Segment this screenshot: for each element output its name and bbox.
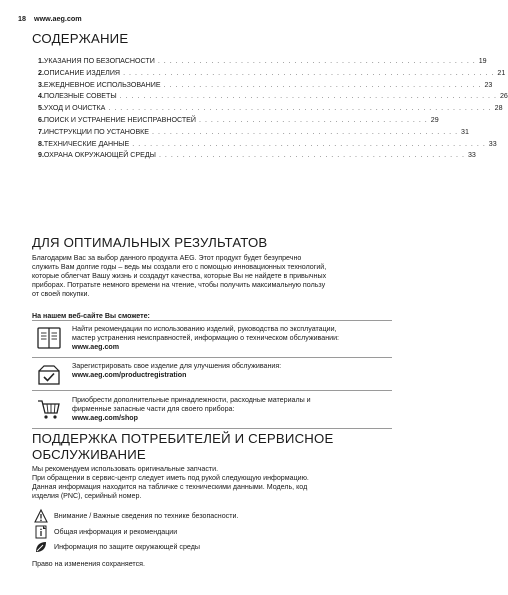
support-heading-line: ПОДДЕРЖКА ПОТРЕБИТЕЛЕЙ И СЕРВИСНОЕ [32,431,334,446]
toc-item[interactable] [38,139,497,152]
info-text [72,362,392,380]
toc-item-number: 4. [38,92,44,101]
info-line: Найти рекомендации по использованию изделий, руководства по эксплуатации, [72,325,337,333]
toc-leader-dots: . . . . . . . . . . . . . . . . . . . . . . . . . . . . . . . . . . . . . . . . . . . . . . . . . . . . . . . . . . . . . . . . . [108,104,492,113]
toc-item-title: УХОД И ОЧИСТКА [43,104,106,113]
toc-item-page: 33 [488,139,497,148]
toc-item-page: 31 [461,127,469,136]
toc-item-number: 1. [38,57,44,65]
shopping-cart-icon [36,396,62,422]
divider [32,357,392,358]
page-header [18,14,82,23]
toc-item[interactable] [38,80,493,93]
support-heading [32,431,333,462]
legend-text: Общая информация и рекомендации [54,528,178,536]
toc-item-title: ПОИСК И УСТРАНЕНИЕ НЕИСПРАВНОСТЕЙ [43,115,197,124]
toc-item[interactable] [38,57,487,69]
toc-leader-dots: . . . . . . . . . . . . . . . . . . . . . . . . . . . . . . . . . . . . . . . . . . . . . . . . . . . . . . . . . . . . . . . [123,68,495,77]
registration-icon [36,362,62,388]
warning-triangle-icon [34,509,48,523]
toc-leader-dots: . . . . . . . . . . . . . . . . . . . . . . . . . . . . . . . . . . . . . . . [199,115,428,124]
results-intro-line: приборах. Потратьте немного времени на чтение, чтобы получить максимальную пользу [32,280,326,289]
info-row-manuals [32,325,392,359]
info-line: Зарегистрировать свое изделие для улучшения обслуживания: [72,362,282,370]
toc-item-title: УКАЗАНИЯ ПО БЕЗОПАСНОСТИ [43,57,155,65]
toc-item[interactable] [38,115,439,128]
site-url[interactable]: www.aeg.com [34,14,82,23]
toc-item-number: 2. [38,68,44,77]
toc-item[interactable] [38,151,476,163]
divider [32,320,392,321]
info-link[interactable]: www.aeg.com/shop [72,413,138,422]
info-text [72,396,392,423]
toc-item-page: 28 [494,104,503,113]
legend-text: Внимание / Важные сведения по технике безопасности. [54,512,239,520]
toc-leader-dots: . . . . . . . . . . . . . . . . . . . . . . . . . . . . . . . . . . . . . . . . . . . . . . . . . . . . . . . . . . . . . . . . [119,92,497,101]
toc-item-title: ТЕХНИЧЕСКИЕ ДАННЫЕ [43,139,130,148]
toc-item[interactable] [38,68,506,81]
page-number: 18 [18,14,26,23]
toc-item[interactable] [38,127,469,140]
toc-leader-dots: . . . . . . . . . . . . . . . . . . . . . . . . . . . . . . . . . . . . . . . . . . . . . . . . . . . . . . . . . . . . [132,139,486,148]
toc-item-number: 3. [38,80,44,89]
toc-item-title: ОХРАНА ОКРУЖАЮЩЕЙ СРЕДЫ [43,151,156,160]
info-icon [34,525,48,539]
results-intro [32,254,392,299]
support-line: При обращении в сервис-центр следует иметь под рукой следующую информацию. [32,473,309,482]
toc-item-page: 23 [484,80,493,89]
website-heading: На нашем веб-сайте Вы сможете: [32,312,150,320]
toc-item-title: ОПИСАНИЕ ИЗДЕЛИЯ [43,68,121,77]
info-link[interactable]: www.aeg.com [72,342,120,351]
toc-item-title: ПОЛЕЗНЫЕ СОВЕТЫ [43,92,117,101]
info-line: Приобрести дополнительные принадлежности, расходные материалы и [72,396,311,404]
toc-item[interactable] [38,92,508,104]
toc-leader-dots: . . . . . . . . . . . . . . . . . . . . . . . . . . . . . . . . . . . . . . . . . . . . . . . . . . . . [152,127,459,136]
info-line: мастер устранения неисправностей, информацию о техническом обслуживании: [72,333,340,342]
toc-item-title: ИНСТРУКЦИИ ПО УСТАНОВКЕ [43,127,150,136]
divider [32,428,392,429]
toc-item-number: 8. [38,139,44,148]
support-line: Данная информация находится на табличке с техническими данными. Модель, код [32,482,308,491]
support-line: Мы рекомендуем использовать оригинальные запчасти. [32,465,219,473]
info-text [72,325,392,352]
results-heading: ДЛЯ ОПТИМАЛЬНЫХ РЕЗУЛЬТАТОВ [32,235,268,250]
toc-item-number: 9. [38,151,44,160]
toc-item-page: 19 [478,57,487,65]
environment-leaf-icon [34,540,48,554]
info-link[interactable]: www.aeg.com/productregistration [72,370,187,379]
divider [32,390,392,391]
legend-text: Информация по защите окружающей среды [54,543,200,551]
toc-item[interactable] [38,104,503,116]
results-intro-line: служить Вам долгие годы – ведь мы создали его с помощью инновационных технологий, [32,262,327,271]
toc-item-title: ЕЖЕДНЕВНОЕ ИСПОЛЬЗОВАНИЕ [43,80,161,89]
table-of-contents [38,57,508,163]
results-intro-line: которые облегчат Вашу жизнь и создадут качества, которые Вы не найдете в привычных [32,271,327,280]
footer-note: Право на изменения сохраняется. [32,560,145,568]
toc-leader-dots: . . . . . . . . . . . . . . . . . . . . . . . . . . . . . . . . . . . . . . . . . . . . . . . . . . . . [158,151,465,160]
toc-item-number: 7. [38,127,44,136]
info-line: фирменные запасные части для своего прибора: [72,404,235,413]
toc-heading: СОДЕРЖАНИЕ [32,31,129,46]
toc-leader-dots: . . . . . . . . . . . . . . . . . . . . . . . . . . . . . . . . . . . . . . . . . . . . . . . . . . . . . . [163,80,482,89]
toc-item-page: 26 [499,92,508,101]
results-intro-line: Благодарим Вас за выбор данного продукта AEG. Этот продукт будет безупречно [32,254,302,262]
toc-leader-dots: . . . . . . . . . . . . . . . . . . . . . . . . . . . . . . . . . . . . . . . . . . . . . . . . . . . . . . [157,57,476,65]
toc-item-number: 6. [38,115,44,124]
book-icon [36,325,62,351]
toc-item-number: 5. [38,104,44,113]
info-row-shop [32,396,392,430]
support-line: изделия (PNC), серийный номер. [32,491,142,500]
toc-item-page: 33 [467,151,476,160]
support-text [32,465,392,501]
results-intro-line: от своей покупки. [32,289,90,298]
toc-item-page: 21 [497,68,506,77]
support-heading-line: ОБСЛУЖИВАНИЕ [32,446,146,462]
toc-item-page: 29 [430,115,439,124]
